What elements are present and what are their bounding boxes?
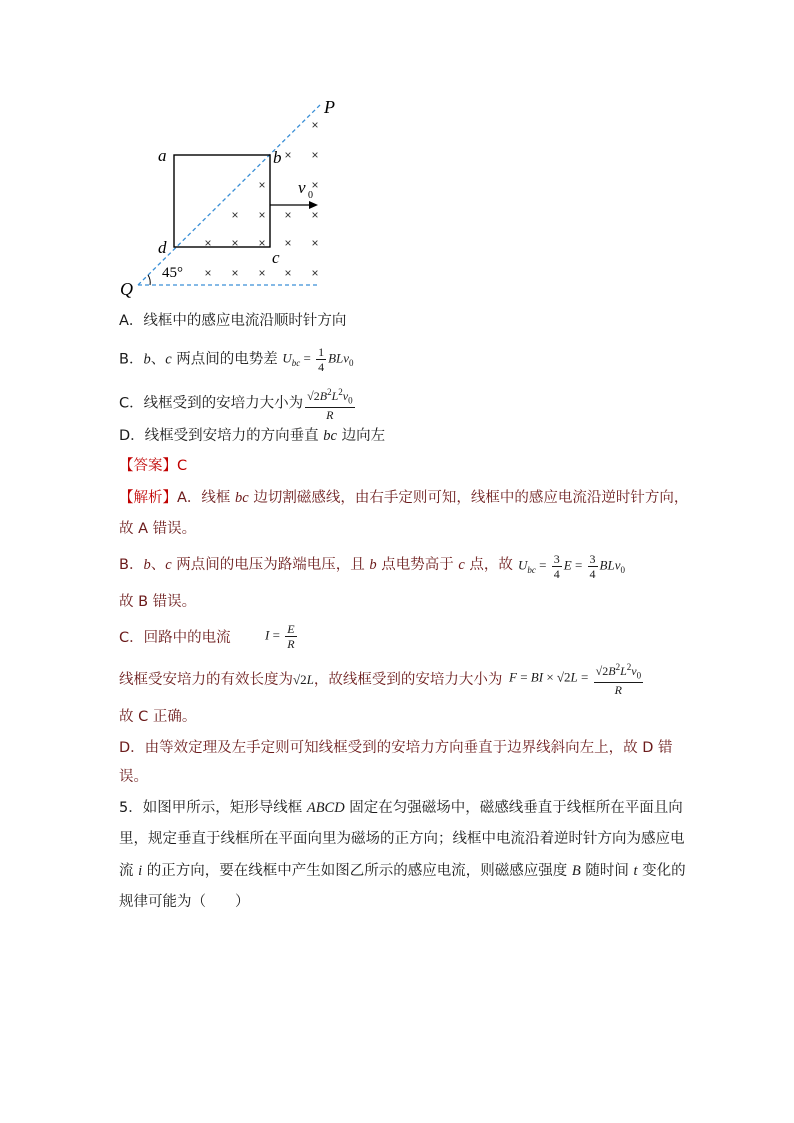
analysis-a-pre: A．线框	[177, 490, 236, 506]
analysis-c-pre: 线框受安培力的有效长度为	[119, 672, 293, 688]
analysis-b-formula: $U_{bc}$ = $\frac{3}{4}$ E = $\frac{3}{4}$ BLv$_0$	[518, 552, 625, 581]
question5-line3	[119, 861, 686, 881]
physics-figure	[110, 95, 340, 305]
analysis-a-post: 边切割磁感线，由右手定则可知，线框中的感应电流沿逆时针方向，	[248, 490, 689, 506]
field-x-mark: ×	[204, 236, 212, 250]
question5-line2: 里，规定垂直于线框所在平面向里为磁场的正方向；线框中电流沿着逆时针方向为感应电	[119, 831, 685, 847]
field-x-mark: ×	[284, 236, 292, 250]
question5-l1-post: 固定在匀强磁场中，磁感线垂直于线框所在平面且向	[344, 800, 683, 816]
analysis-b-line1	[119, 555, 513, 575]
analysis-c-current-formula: I = $\frac{E}{R}$	[265, 622, 295, 651]
option-c	[119, 385, 357, 422]
analysis-b-post: 点，故	[464, 557, 513, 573]
option-b-var-c: c	[165, 351, 172, 368]
analysis-c-mid: ，故线框受到的安培力大小为	[313, 672, 503, 688]
field-x-mark: ×	[231, 266, 239, 280]
field-x-mark: ×	[258, 266, 266, 280]
analysis-b-var-c2: c	[458, 557, 465, 573]
field-x-mark: ×	[258, 178, 266, 192]
field-x-mark: ×	[284, 148, 292, 162]
label-angle: 45°	[162, 265, 183, 281]
boundary-line-diagonal	[138, 105, 320, 285]
option-d	[119, 426, 385, 446]
analysis-a-line1	[119, 488, 688, 508]
analysis-c-force-formula: F = BI × √2L = $\frac{√2B^2L^2v_0}{R}$	[509, 662, 642, 698]
question5-abcd: ABCD	[306, 800, 345, 816]
question5-l3-mid2: 随时间	[580, 863, 634, 879]
analysis-label: 【解析】	[119, 490, 177, 506]
option-c-text: C．线框受到的安培力大小为	[119, 395, 304, 412]
analysis-b-var-b: b	[143, 557, 151, 573]
field-x-mark: ×	[258, 208, 266, 222]
analysis-b-pre: B．	[119, 557, 144, 573]
analysis-d-line2: 误。	[119, 769, 148, 785]
field-x-mark: ×	[311, 266, 319, 280]
question5-var-t: t	[633, 863, 638, 879]
field-x-mark: ×	[231, 236, 239, 250]
question5-var-B: B	[571, 863, 581, 879]
label-P: P	[324, 97, 335, 117]
analysis-b-mid: 两点间的电压为路端电压，且	[171, 557, 370, 573]
field-x-mark: ×	[311, 236, 319, 250]
analysis-b-line2: 故 B 错误。	[119, 594, 197, 610]
wire-frame-abcd	[174, 155, 270, 247]
field-x-mark: ×	[311, 148, 319, 162]
field-x-mark: ×	[204, 266, 212, 280]
label-a: a	[158, 146, 167, 165]
analysis-b-var-c: c	[165, 557, 172, 573]
analysis-c-length: √2L	[293, 672, 314, 687]
label-v-sub: 0	[308, 190, 313, 201]
analysis-b-var-b2: b	[369, 557, 377, 573]
label-b: b	[273, 148, 282, 167]
label-d: d	[158, 238, 167, 257]
analysis-b-mid2: 点电势高于	[376, 557, 459, 573]
option-b-var-b: b	[143, 351, 151, 368]
option-d-var-bc: bc	[323, 428, 337, 444]
option-a: A．线框中的感应电流沿顺时针方向	[119, 313, 347, 329]
angle-arc	[148, 275, 150, 285]
label-c: c	[272, 248, 280, 267]
option-c-formula: $\frac{√2B^2L^2v_0}{R}$	[307, 387, 353, 423]
option-b-text: 两点间的电势差	[171, 351, 283, 368]
option-b-formula: $U_{bc}$ = $\frac{1}{4}$ BLv$_0$	[282, 345, 354, 374]
option-d-prefix: D．线框受到安培力的方向垂直	[119, 428, 324, 444]
magnetic-field-marks	[204, 118, 318, 280]
answer-value: C	[177, 458, 188, 474]
question5-l3-pre: 流	[119, 863, 139, 879]
question5-l3-post: 变化的	[637, 863, 686, 879]
question5-l1-pre: 5．如图甲所示，矩形导线框	[119, 800, 307, 816]
analysis-c-line3: 故 C 正确。	[119, 709, 197, 725]
analysis-a-line2: 故 A 错误。	[119, 521, 197, 537]
analysis-b-sep: 、	[150, 557, 166, 573]
field-x-mark: ×	[311, 178, 319, 192]
field-x-mark: ×	[258, 236, 266, 250]
question5-var-i: i	[138, 863, 143, 879]
option-d-suffix: 边向左	[336, 428, 386, 444]
analysis-c-line2	[119, 670, 502, 690]
label-Q: Q	[120, 279, 133, 299]
analysis-c-line1: C．回路中的电流	[119, 630, 231, 646]
field-x-mark: ×	[284, 266, 292, 280]
field-x-mark: ×	[311, 208, 319, 222]
analysis-a-bc: bc	[235, 490, 249, 506]
field-x-mark: ×	[284, 208, 292, 222]
option-b-sep: 、	[150, 351, 166, 368]
option-b	[119, 345, 354, 374]
option-b-prefix: B．	[119, 351, 144, 368]
answer	[119, 456, 187, 476]
field-x-mark: ×	[311, 118, 319, 132]
question5-l3-mid: 的正方向，要在线框中产生如图乙所示的感应电流，则磁感应强度	[142, 863, 572, 879]
analysis-d-line1: D．由等效定理及左手定则可知线框受到的安培力方向垂直于边界线斜向左上，故 D 错	[119, 740, 673, 756]
question5-line1	[119, 798, 683, 818]
answer-label: 【答案】	[119, 458, 177, 474]
label-v: v	[298, 178, 306, 197]
question5-line4: 规律可能为（ ）	[119, 894, 250, 910]
field-x-mark: ×	[231, 208, 239, 222]
